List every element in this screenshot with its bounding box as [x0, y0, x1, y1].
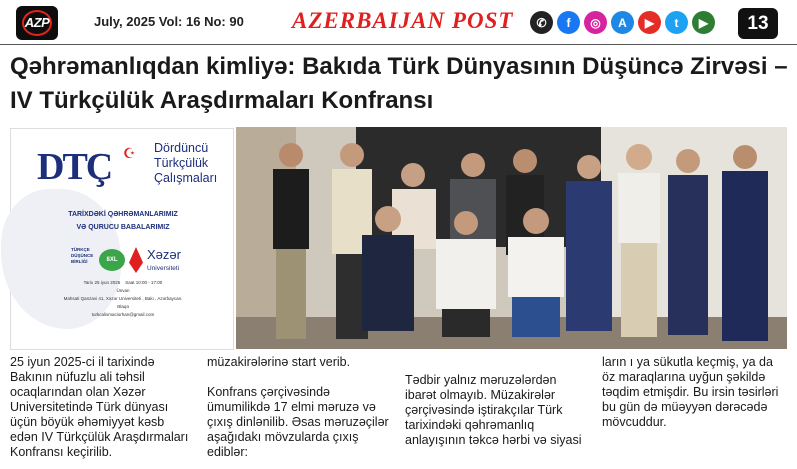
group-photo-illustration — [236, 127, 787, 349]
university-subtitle: Universiteti — [147, 265, 180, 272]
article-col3-text: Tədbir yalnız məruzələrdən ibarət olmayıb. Müzakirələr çərçivəsində iştirakçılar Türk tarixindəki qəhrəmanlıq anlayışının təkcə hərbi və siyasi — [405, 373, 582, 447]
poster-org: TÜRKÇE DÜŞÜNCE BİRLİĞİ — [71, 247, 94, 264]
seated-people — [362, 206, 564, 337]
date-value: 25 iyun 2025 — [94, 280, 121, 285]
appstore-icon[interactable]: A — [611, 11, 634, 34]
header-divider — [0, 44, 797, 45]
article-column-1 — [10, 355, 195, 459]
poster-details — [11, 279, 235, 319]
issue-info: July, 2025 Vol: 16 No: 90 — [94, 14, 244, 29]
place-label: Ünvan — [116, 288, 130, 293]
conference-poster — [10, 128, 234, 350]
azp-logo[interactable] — [16, 6, 58, 40]
time-value: 10:00 - 17:00 — [135, 280, 163, 285]
email-value: turkcalismaciorhan@gmail.com — [91, 312, 155, 317]
crescent-star-icon: ☪ — [123, 145, 136, 161]
article-col4-text: ların ı ya sükutla keçmiş, ya da öz maraqlarına uyğun şəkildə təqdim etmişdir. Bu irsin təsirləri bu gün də müəyyən dərəcədə mövcuddur. — [602, 355, 779, 429]
time-label: Saat — [125, 280, 135, 285]
university-logo-icon — [129, 247, 143, 273]
article-headline: Qəhrəmanlıqdan kimliyə: Bakıda Türk Dünyasının Düşüncə Zirvəsi – IV Türkçülük Araşdırmaları Konfransı — [10, 53, 788, 114]
page-header — [0, 0, 797, 46]
facebook-icon[interactable]: f — [557, 11, 580, 34]
whatsapp-icon[interactable]: ✆ — [530, 11, 553, 34]
article-column-2 — [207, 355, 392, 459]
article-column-3 — [405, 373, 590, 469]
youtube-icon[interactable]: ▶ — [638, 11, 661, 34]
conference-group-photo — [236, 127, 787, 349]
logo-text: AZP — [24, 15, 50, 30]
article-col2-para1: müzakirələrinə start verib. — [207, 355, 351, 369]
date-label: Tarix — [83, 280, 94, 285]
instagram-icon[interactable]: ◎ — [584, 11, 607, 34]
email-label: Əlaqə — [117, 304, 129, 309]
brand-title[interactable]: AZERBAIJAN POST — [292, 8, 514, 33]
social-icons — [530, 11, 715, 34]
article-col2-para2: Konfrans çərçivəsində ümumilikdə 17 elmi məruzə və çıxış dinlənilib. Əsas məruzəçilər aşağıdakı mövzularda çıxış ediblər: — [207, 385, 389, 459]
subtitle-line-2: VƏ QURUCU BABALARIMIZ — [76, 224, 170, 231]
poster-conference-name — [154, 141, 234, 186]
university-name — [147, 249, 181, 275]
article-column-4 — [602, 355, 787, 451]
conf-line-3: Çalışmaları — [154, 171, 218, 185]
conf-line-2: Türkçülük — [154, 156, 209, 170]
page-number: 13 — [738, 8, 778, 39]
article-col1-text: 25 iyun 2025-ci il tarixində Bakının nüfuzlu ali təhsil ocaqlarından olan Xəzər Universitetində Türk dünyası üçün böyük əhəmiyyət kəsb edən IV Türkçülük Araşdırmaları Konfransı keçirilib. — [10, 355, 189, 459]
poster-badge: 8XL — [99, 249, 125, 271]
university-title: Xəzər — [147, 247, 181, 262]
subtitle-line-1: TARİXDƏKİ QƏHRƏMANLARIMIZ — [68, 211, 178, 218]
conf-line-1: Dördüncü — [154, 141, 209, 155]
poster-subtitle — [11, 208, 235, 234]
poster-logo: DTÇ — [37, 146, 112, 188]
twitter-icon[interactable]: t — [665, 11, 688, 34]
place-value: Mahsati Qanzavi 41, Xəzər Universiteti , Bakı , Azərbaycan. — [63, 296, 183, 301]
googleplay-icon[interactable]: ▶ — [692, 11, 715, 34]
poster-date-row — [11, 279, 235, 287]
